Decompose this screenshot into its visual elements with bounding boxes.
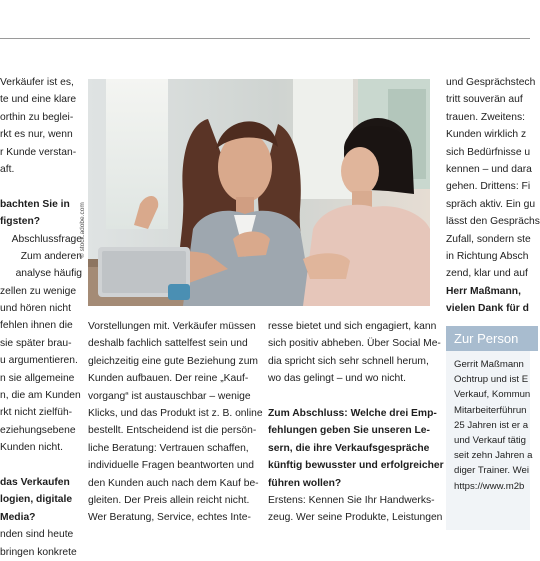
text-line: zellen zu wenige [0, 285, 77, 297]
text-line: und Gesprächstech [446, 77, 536, 88]
about-person-line: diger Trainer. Wei [454, 465, 530, 477]
text-line: gleichzeitig eine gute Beziehung zum [88, 355, 259, 367]
text-line: Wer Beratung, Service, echtes Inte- [88, 512, 251, 524]
text-line: liche Beratung: Vertrauen schaffen, [88, 442, 249, 454]
text-line: rkt nicht zielfüh- [0, 407, 73, 419]
text-line: analyse häufig [15, 268, 82, 280]
text-line: spräch aktiv. Ein gu [446, 198, 536, 210]
text-line: fehlungen geben Sie unseren Le- [268, 425, 430, 437]
text-line: Zum anderen [20, 250, 82, 262]
text-line: sich positiv abheben. Über Social Me- [268, 338, 441, 350]
text-line: künftig bewusster und erfolgreicher [268, 460, 444, 472]
about-person-line: und Verkauf tätig [454, 434, 527, 446]
text-column-right [446, 74, 540, 317]
text-line: Zum Abschluss: Welche drei Emp- [268, 407, 437, 419]
about-person-box [446, 326, 533, 530]
about-person-line: Gerrit Maßmann [454, 359, 524, 370]
about-person-line: seit zehn Jahren a [454, 450, 533, 462]
text-line: tritt souverän auf [446, 94, 523, 106]
text-line: sie später brau- [0, 337, 72, 349]
text-line: zeug. Wer seine Produkte, Leistungen [268, 512, 443, 524]
text-line: wo das gelingt – und wo nicht. [268, 373, 406, 385]
text-line: Verkäufer ist es, [0, 77, 74, 88]
text-line: zend, klar und auf [446, 268, 528, 280]
text-line: logien, digitale [0, 494, 73, 506]
text-line: in Richtung Absch [446, 250, 529, 262]
about-person-text [454, 357, 533, 494]
text-line: Klicks, und das Produkt ist z. B. online [88, 407, 263, 419]
article-photo [88, 79, 430, 306]
text-line: Zufall, sondern ste [446, 233, 531, 245]
text-line: u argumentieren. [0, 355, 78, 367]
text-column-middle-right [268, 318, 444, 527]
text-line: bestellt. Entscheidend ist die persön- [88, 425, 257, 437]
text-line: resse bietet und sich engagiert, kann [268, 321, 437, 332]
text-line: bringen konkrete [0, 546, 77, 558]
about-person-line: Verkauf, Kommun [454, 389, 531, 401]
text-line: Herr Maßmann, [446, 285, 521, 297]
text-line: Vorstellungen mit. Verkäufer müssen [88, 321, 256, 332]
text-line: nden sind heute [0, 529, 74, 541]
text-line: trauen. Zweitens: [446, 111, 525, 123]
text-line [0, 178, 82, 195]
text-line: dia spricht sich sehr schnell herum, [268, 355, 429, 367]
top-rule [0, 38, 530, 39]
text-line: den Kunden auch nach dem Kauf be- [88, 477, 259, 489]
text-line: aft. [0, 163, 15, 175]
text-line: Kunden nicht. [0, 442, 63, 454]
text-line: sern, die ihre Verkaufsgespräche [268, 442, 430, 454]
text-line: individuelle Fragen beantworten und [88, 460, 255, 472]
photo-credit: © stock.adobe.com [79, 202, 86, 258]
about-person-line: Ochtrup und ist E [454, 374, 529, 386]
text-line: n sie allgemeine [0, 372, 75, 384]
text-line: kennen – und dara [446, 163, 532, 175]
text-column-left [0, 74, 82, 561]
text-line: und hören nicht [0, 303, 71, 315]
text-line: sich Bedürfnisse u [446, 146, 531, 158]
text-line: Erstens: Kennen Sie Ihr Handwerks- [268, 494, 435, 506]
about-person-line: https://www.m2b [454, 480, 525, 492]
photo-two-women-talking [88, 79, 430, 306]
text-line: figsten? [0, 216, 41, 228]
text-line: lässt den Gesprächs [446, 216, 540, 228]
text-line: führen wollen? [268, 477, 342, 489]
text-line: vielen Dank für d [446, 303, 529, 315]
text-line: eziehungsebene [0, 424, 76, 436]
about-person-line: 25 Jahren ist er a [454, 419, 529, 431]
text-line: gehen. Drittens: Fi [446, 181, 531, 193]
text-line: Abschlussfrage [11, 233, 82, 245]
text-line: rkt es nur, wenn [0, 129, 73, 141]
text-line: gleiten. Der Preis allein reicht nicht. [88, 494, 250, 506]
text-line [268, 388, 436, 405]
text-line: deshalb fachlich sattelfest sein und [88, 338, 248, 350]
text-line: n, die am Kunden [0, 390, 81, 402]
text-line: te und eine klare [0, 94, 77, 106]
text-line [0, 457, 82, 474]
text-line: Kunden wirklich z [446, 129, 527, 141]
text-line: Kunden aufbauen. Der reine „Kauf- [88, 373, 249, 385]
about-person-title: Zur Person [446, 326, 538, 351]
text-line: fehlen ihnen die [0, 320, 73, 332]
text-column-middle-left [88, 318, 263, 527]
text-line: orthin zu beglei- [0, 111, 74, 123]
text-line: Media? [0, 511, 36, 523]
text-line: bachten Sie in [0, 198, 70, 210]
about-person-line: Mitarbeiterführun [454, 404, 527, 416]
text-line: das Verkaufen [0, 476, 70, 488]
text-line: r Kunde verstan- [0, 146, 77, 158]
text-line: vorgang“ ist austauschbar – wenige [88, 390, 251, 402]
